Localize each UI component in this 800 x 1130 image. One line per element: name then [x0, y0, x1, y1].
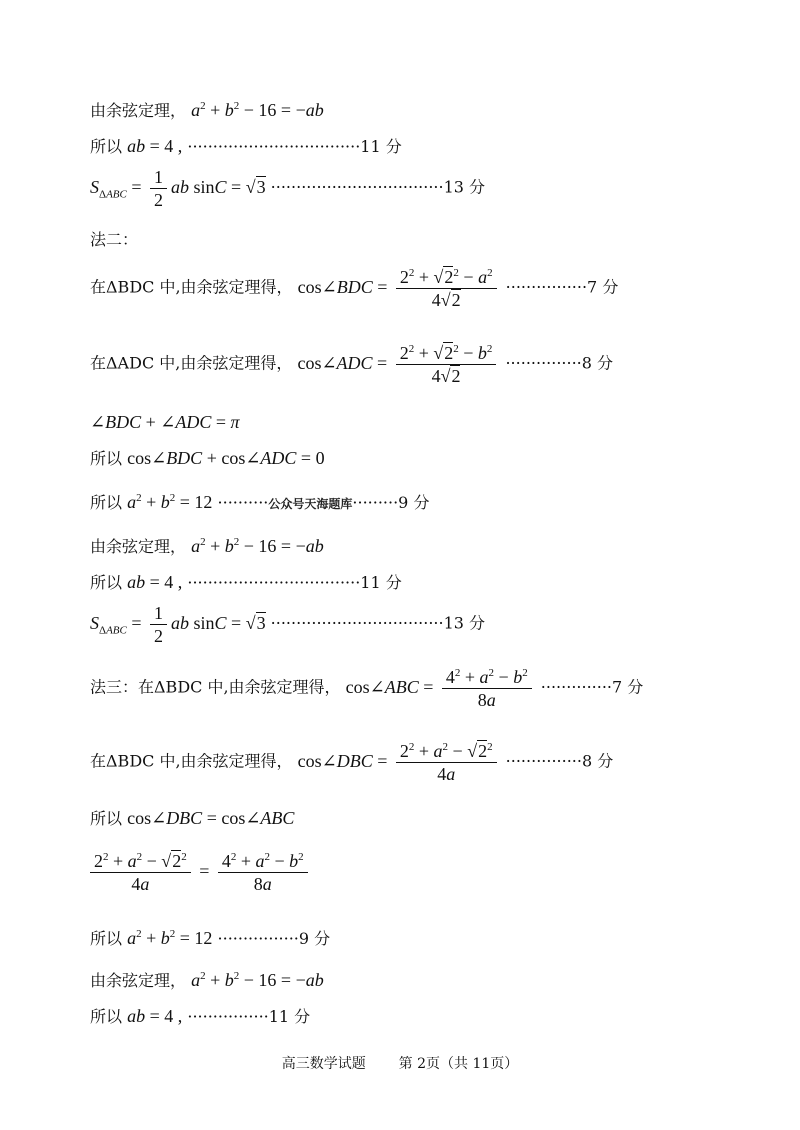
- dot-leader: ···············: [505, 751, 582, 771]
- dot-leader: ··············: [540, 677, 612, 697]
- score: 13 分: [443, 613, 486, 633]
- line-label: 所以: [90, 573, 123, 592]
- score: 7 分: [587, 277, 619, 297]
- line-label: 在ΔBDC 中,由余弦定理得，: [90, 277, 293, 297]
- footer-page-number: 第 2页（共 11页）: [398, 1056, 519, 1072]
- score: 9 分: [398, 493, 430, 512]
- equation: cos∠DBC = cos∠ABC: [127, 808, 295, 828]
- line-cosine-rule-1: [90, 98, 324, 123]
- equation: $a^2 + b^2 - 16 = -ab$: [191, 100, 324, 120]
- dot-leader: ··········: [217, 493, 269, 512]
- line-area-result-b: [90, 602, 485, 647]
- dot-leader: ·········: [352, 493, 399, 512]
- line-label: 所以: [90, 1007, 123, 1026]
- score: 11 分: [268, 1007, 311, 1026]
- equation: $a^2 + b^2 - 16 = -ab$: [191, 536, 324, 556]
- method-2-heading: [90, 228, 138, 252]
- line-cos-dbc: [90, 740, 613, 785]
- dot-leader: ················: [505, 277, 588, 297]
- equation: cos∠BDC = $\frac{2^2 + √2^2 - a^2}{4√2}$: [298, 277, 501, 297]
- dot-leader: ··································: [187, 573, 361, 592]
- line-ab-equals-4-b: [90, 570, 402, 595]
- equation: $a^2 + b^2 = 12$: [127, 492, 213, 512]
- equation: $\frac{2^2 + a^2 - √2^2}{4a}$ = $\frac{4^2 + a^2 - b^2}{8a}$: [90, 861, 312, 881]
- page-footer: [0, 1053, 800, 1073]
- equation: $S_{\Delta ABC}$ = $\frac{1}{2}$ ab sinC = √3: [90, 603, 266, 646]
- dot-leader: ··································: [187, 137, 361, 156]
- line-method-3-cos-abc: [90, 666, 643, 711]
- score: 8 分: [581, 353, 614, 373]
- dot-leader: ················: [217, 929, 299, 948]
- line-label: 所以: [90, 809, 123, 828]
- line-a2-b2-12: [90, 490, 429, 516]
- score: 11 分: [360, 137, 402, 156]
- line-cosine-rule-2: [90, 534, 324, 559]
- line-cos-sum-zero: [90, 446, 325, 471]
- line-label: 所以: [90, 449, 123, 468]
- line-cos-equal: [90, 806, 294, 831]
- line-label: 由余弦定理，: [90, 971, 187, 990]
- equation: cos∠ADC = $\frac{2^2 + √2^2 - b^2}{4√2}$: [297, 353, 500, 373]
- score: 7 分: [612, 677, 644, 697]
- dot-leader: ··································: [270, 613, 444, 633]
- score: 13 分: [443, 177, 486, 197]
- equation: $a^2 + b^2 = 12$: [127, 928, 213, 948]
- line-label: 法三：在ΔBDC 中,由余弦定理得，: [90, 677, 341, 697]
- line-label: 在ΔADC 中,由余弦定理得，: [90, 353, 293, 373]
- line-cos-adc: [90, 342, 613, 387]
- line-label: 在ΔBDC 中,由余弦定理得，: [90, 751, 293, 771]
- dot-leader: ··································: [270, 177, 444, 197]
- heading-text: 法二：: [90, 230, 139, 249]
- equation: ab = 4 ,: [127, 1006, 183, 1026]
- line-ab-equals-4-c: [90, 1004, 310, 1029]
- equation: ab = 4 ,: [127, 136, 183, 156]
- line-fraction-equation: [90, 850, 312, 895]
- dot-leader: ················: [187, 1007, 269, 1026]
- line-label: 所以: [90, 493, 123, 512]
- watermark: 公众号天海题库: [268, 497, 353, 511]
- score: 9 分: [298, 929, 331, 948]
- equation: $a^2 + b^2 - 16 = -ab$: [191, 970, 324, 990]
- line-a2-b2-12-b: [90, 926, 330, 951]
- equation: $S_{\Delta ABC}$ = $\frac{1}{2}$ ab sinC = √3: [90, 167, 266, 210]
- equation: cos∠DBC = $\frac{2^2 + a^2 - √2^2}{4a}$: [298, 751, 501, 771]
- dot-leader: ···············: [505, 353, 582, 373]
- equation: ab = 4 ,: [127, 572, 183, 592]
- equation: ∠BDC + ∠ADC = π: [90, 412, 240, 432]
- line-cosine-rule-3: [90, 968, 324, 993]
- line-label: 所以: [90, 929, 123, 948]
- line-angle-sum: [90, 410, 240, 435]
- line-cos-bdc: [90, 266, 618, 311]
- line-label: 所以: [90, 137, 123, 156]
- footer-subject: 高三数学试题: [281, 1056, 366, 1072]
- line-ab-equals-4: [90, 134, 402, 159]
- line-label: 由余弦定理，: [90, 101, 187, 120]
- equation: cos∠ABC = $\frac{4^2 + a^2 - b^2}{8a}$: [346, 677, 536, 697]
- line-label: 由余弦定理，: [90, 537, 187, 556]
- equation: cos∠BDC + cos∠ADC = 0: [127, 448, 325, 468]
- score: 8 分: [581, 751, 614, 771]
- score: 11 分: [360, 573, 402, 592]
- line-area-result: [90, 166, 485, 211]
